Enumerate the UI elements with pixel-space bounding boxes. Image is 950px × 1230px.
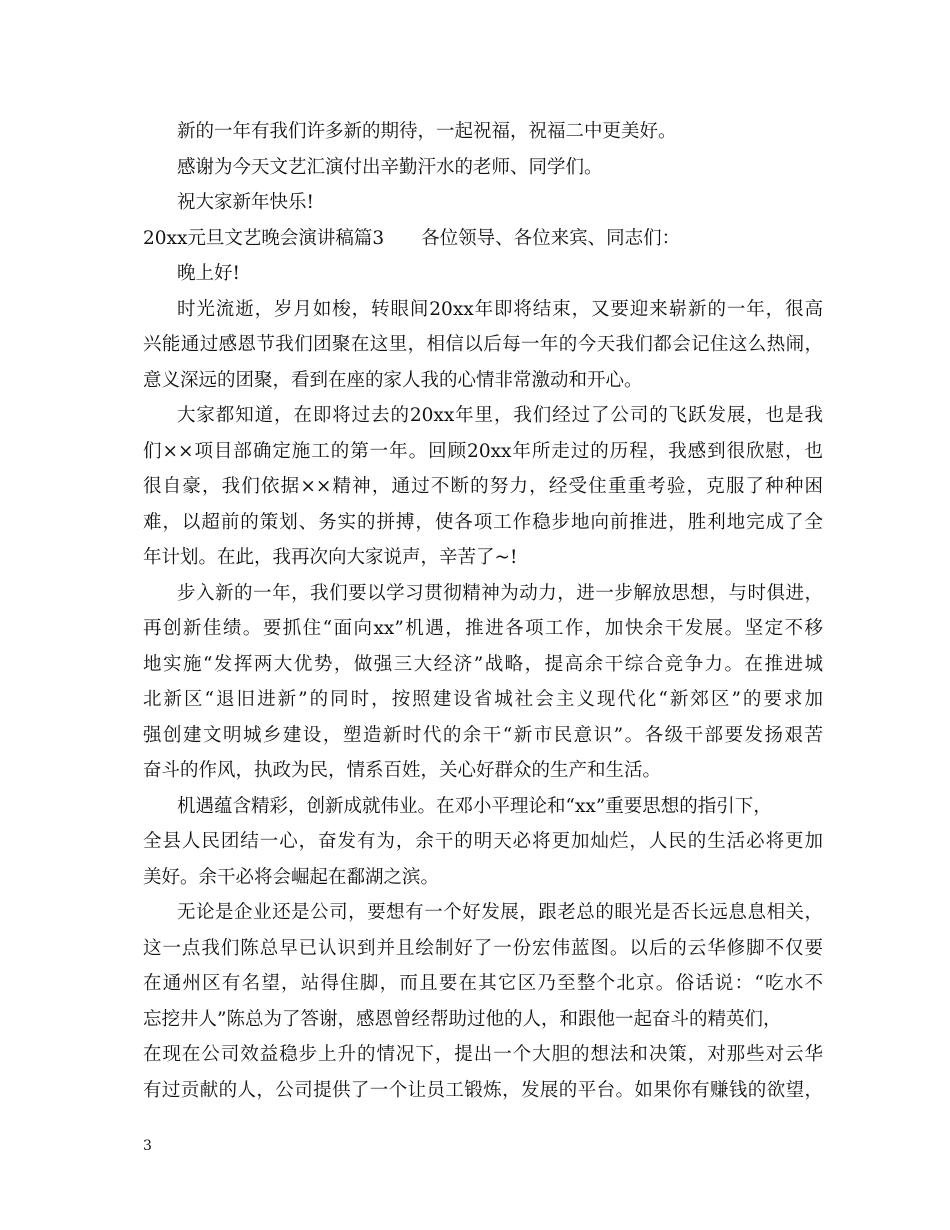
text-line: 无论是企业还是公司，要想有一个好发展，跟老总的眼光是否长远息息相关， bbox=[177, 902, 823, 923]
text-line: 大家都知道，在即将过去的20xx年里，我们经过了公司的飞跃发展，也是我 bbox=[177, 405, 823, 426]
text-line: 难，以超前的策划、务实的拼搏，使各项工作稳步地向前推进，胜利地完成了全 bbox=[143, 511, 823, 533]
text-line: 美好。余干必将会崛起在鄱湖之滨。 bbox=[143, 866, 440, 888]
page-number: 3 bbox=[143, 1138, 152, 1154]
text-line: 时光流逝，岁月如梭，转眼间20xx年即将结束，又要迎来崭新的一年，很高 bbox=[177, 298, 823, 320]
text-line: 在通州区有名望，站得住脚，而且要在其它区乃至整个北京。俗话说：“吃水不 bbox=[143, 973, 823, 994]
text-line: 感谢为今天文艺汇演付出辛勤汗水的老师、同学们。 bbox=[177, 156, 603, 178]
text-line: 在现在公司效益稳步上升的情况下，提出一个大胆的想法和决策，对那些对云华 bbox=[143, 1044, 823, 1065]
text-line: 北新区“退旧进新”的同时，按照建设省城社会主义现代化“新郊区”的要求加 bbox=[143, 689, 823, 710]
text-line: 这一点我们陈总早已认识到并且绘制好了一份宏伟蓝图。以后的云华修脚不仅要 bbox=[143, 937, 823, 959]
text-line: 机遇蕴含精彩，创新成就伟业。在邓小平理论和“xx”重要思想的指引下， bbox=[177, 795, 772, 817]
text-line: 全县人民团结一心，奋发有为，余干的明天必将更加灿烂，人民的生活必将更加 bbox=[143, 831, 823, 852]
text-line: 步入新的一年，我们要以学习贯彻精神为动力，进一步解放思想，与时俱进， bbox=[177, 582, 823, 604]
text-line: 奋斗的作风，执政为民，情系百姓，关心好群众的生产和生活。 bbox=[143, 760, 662, 781]
text-line: 晚上好! bbox=[177, 263, 240, 284]
text-line: 新的一年有我们许多新的期待，一起祝福，祝福二中更美好。 bbox=[177, 121, 677, 142]
text-line: 祝大家新年快乐! bbox=[177, 192, 314, 213]
text-line: 兴能通过感恩节我们团聚在这里，相信以后每一年的今天我们都会记住这么热闹， bbox=[143, 334, 823, 355]
text-line: 意义深远的团聚，看到在座的家人我的心情非常激动和开心。 bbox=[143, 369, 643, 391]
text-line: 20xx元旦文艺晚会演讲稿篇3 各位领导、各位来宾、同志们： bbox=[143, 227, 681, 249]
text-line: 有过贡献的人，公司提供了一个让员工锻炼，发展的平台。如果你有赚钱的欲望， bbox=[143, 1079, 823, 1101]
text-line: 很自豪，我们依据××精神，通过不断的努力，经受住重重考验，克服了种种困 bbox=[143, 476, 823, 497]
text-line: 们××项目部确定施工的第一年。回顾20xx年所走过的历程，我感到很欣慰，也 bbox=[143, 440, 823, 462]
document-body bbox=[143, 114, 823, 1108]
text-line: 年计划。在此，我再次向大家说声，辛苦了~! bbox=[143, 547, 518, 568]
text-line: 强创建文明城乡建设，塑造新时代的余干“新市民意识”。各级干部要发扬艰苦 bbox=[143, 724, 823, 746]
text-line: 地实施“发挥两大优势，做强三大经济”战略，提高余干综合竞争力。在推进城 bbox=[143, 653, 823, 675]
text-line: 忘挖井人”陈总为了答谢，感恩曾经帮助过他的人，和跟他一起奋斗的精英们， bbox=[143, 1008, 782, 1030]
text-line: 再创新佳绩。要抓住“面向xx”机遇，推进各项工作，加快余干发展。坚定不移 bbox=[143, 618, 823, 639]
